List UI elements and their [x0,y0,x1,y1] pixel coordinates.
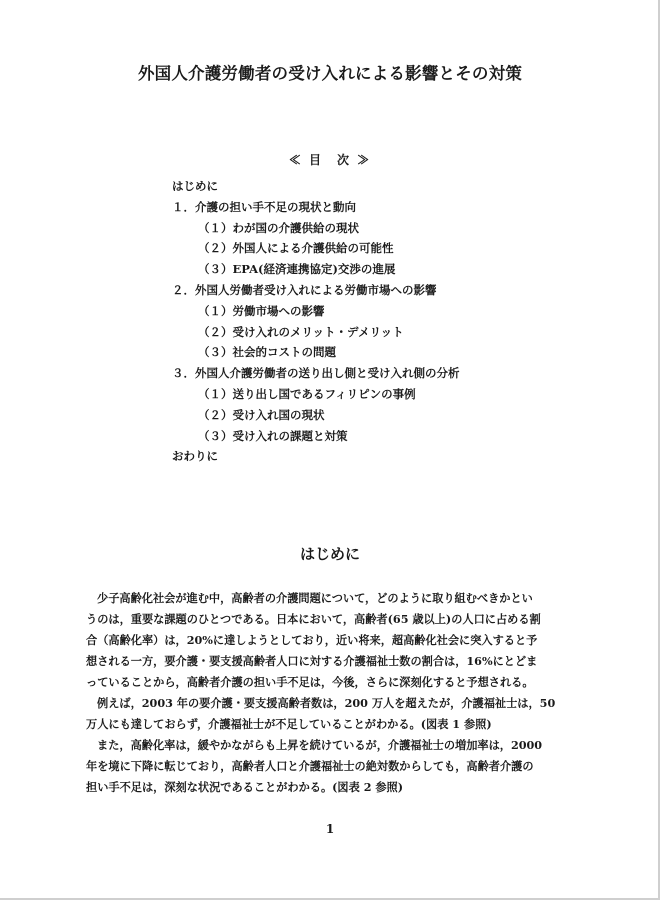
toc-item: １．介護の担い手不足の現状と動向 [172,199,356,214]
body-line: 万人にも達しておらず，介護福祉士が不足していることがわかる。(図表 1 参照) [86,717,492,731]
table-of-contents [172,176,592,467]
body-line: っていることから，高齢者介護の担い手不足は，今後，さらに深刻化すると予想される。 [86,675,534,689]
toc-subitem: （１）送り出し国であるフィリピンの事例 [198,386,416,401]
body-line: うのは，重要な課題のひとつである。日本において，高齢者(65 歳以上)の人口に占める割 [86,612,541,626]
toc-heading: ≪ 目 次 ≫ [288,153,372,167]
toc-item: はじめに [172,179,218,193]
toc-subitem: （２）受け入れ国の現状 [198,407,325,422]
body-line: 年を境に下降に転じており，高齢者人口と介護福祉士の絶対数からしても，高齢者介護の [86,759,534,773]
toc-subitem: （１）労働市場への影響 [198,303,325,318]
section-heading: はじめに [299,545,360,563]
toc-subitem: （３）社会的コストの問題 [198,345,336,360]
toc-subitem: （３）受け入れの課題と対策 [198,428,348,443]
toc-subitem: （３）EPA(経済連携協定)交渉の進展 [198,262,396,277]
toc-item: おわりに [172,449,218,464]
body-line: 合（高齢化率）は，20%に達しようとしており，近い将来，超高齢化社会に突入すると予 [86,633,538,647]
toc-subitem: （１）わが国の介護供給の現状 [198,220,359,235]
page-number: 1 [325,822,335,836]
toc-subitem: （２）受け入れのメリット・デメリット [198,324,404,339]
toc-item: ３．外国人介護労働者の送り出し側と受け入れ側の分析 [172,366,460,381]
body-line: また，高齢化率は，緩やかながらも上昇を続けているが，介護福祉士の増加率は，2000 [97,738,543,752]
body-paragraphs [86,588,582,798]
body-line: 担い手不足は，深刻な状況であることがわかる。(図表 2 参照) [86,780,404,794]
body-line: 少子高齢化社会が進む中，高齢者の介護問題について，どのように取り組むべきかとい [97,591,533,605]
toc-item: ２．外国人労働者受け入れによる労働市場への影響 [172,282,437,297]
document-title: 外国人介護労働者の受け入れによる影響とその対策 [137,64,523,83]
body-line: 想される一方，要介護・要支援高齢者人口に対する介護福祉士数の割合は，16%にとどま [86,654,538,668]
body-line: 例えば，2003 年の要介護・要支援高齢者数は，200 万人を超えたが，介護福祉士は，50 [97,696,556,710]
toc-subitem: （２）外国人による介護供給の可能性 [198,241,394,256]
